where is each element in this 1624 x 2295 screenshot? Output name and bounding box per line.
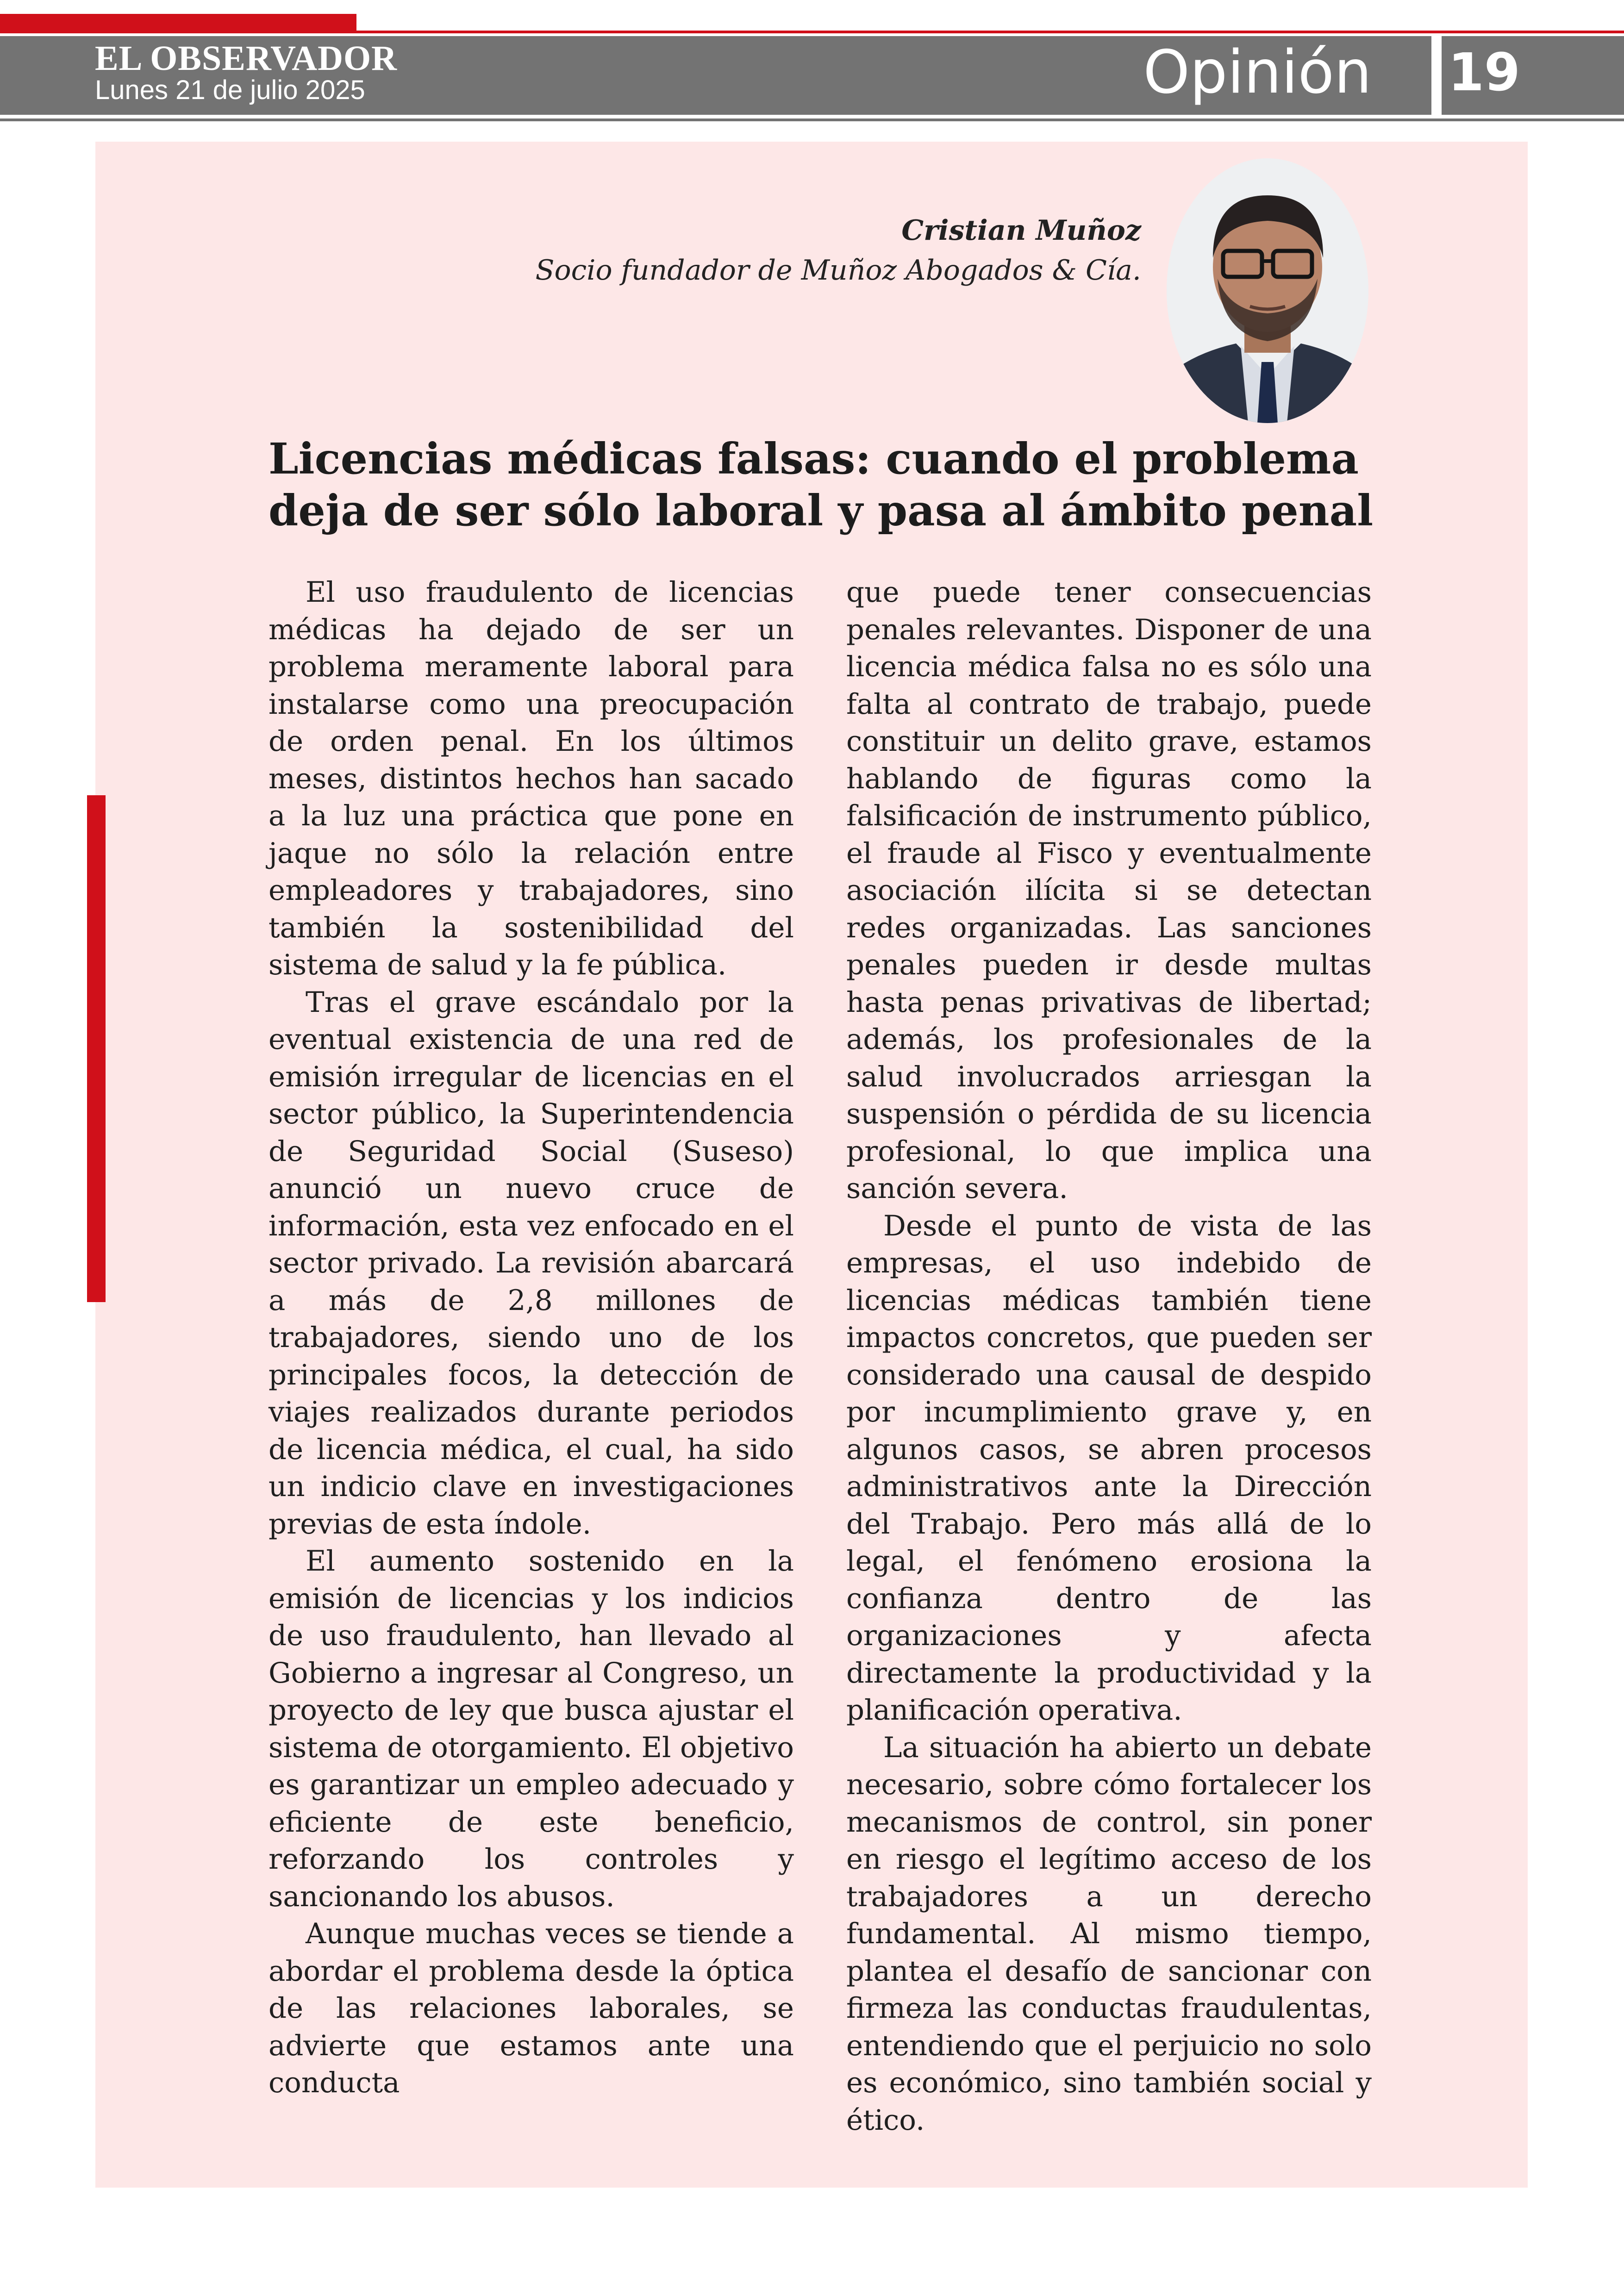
- page-number-divider: [1431, 36, 1442, 115]
- author-portrait: [1167, 158, 1368, 423]
- masthead-red-rule: [0, 31, 1624, 33]
- article-paragraph: La situación ha abierto un debate necesario, sobre cómo fortalecer los mecanismos de control, sin poner en riesgo el legítimo acceso de los trabajadores a un derecho fundamental. Al mismo tiempo, plantea el desafío de sancionar con firmeza las conductas fraudulentas, entendiendo que el perjuicio no solo es económico, sino también social y ético.: [846, 1731, 1372, 2137]
- author-byline: [535, 211, 1141, 290]
- article-column-right: [846, 574, 1372, 2139]
- article-paragraph: El uso fraudulento de licencias médicas ha dejado de ser un problema meramente laboral para instalarse como una preocupación de orden penal. En los últimos meses, distintos hechos han sacado a la luz una práctica que pone en jaque no sólo la relación entre empleadores y trabajadores, sino también la sostenibilidad del sistema de salud y la fe pública.: [269, 576, 794, 981]
- newspaper-masthead: EL OBSERVADOR: [95, 39, 398, 78]
- author-role: Socio fundador de Muñoz Abogados & Cía.: [535, 254, 1141, 287]
- issue-date: Lunes 21 de julio 2025: [95, 75, 365, 105]
- page-header-rule: [0, 118, 1624, 121]
- author-name: Cristian Muñoz: [901, 214, 1141, 247]
- article-paragraph: Tras el grave escándalo por la eventual existencia de una red de emisión irregular de licencias en el sector público, la Superintendencia de Seguridad Social (Suseso) anunció un nuevo cruce de información, esta vez enfocado en el sector privado. La revisión abarcará a más de 2,8 millones de trabajadores, siendo uno de los principales focos, la detección de viajes realizados durante periodos de licencia médica, el cual, ha sido un indicio clave en investigaciones previas de esta índole.: [269, 985, 794, 1540]
- accent-bar: [87, 795, 106, 1302]
- masthead-red-tab: [0, 14, 356, 31]
- article-paragraph-continued: que puede tener consecuencias penales relevantes. Disponer de una licencia médica falsa no es sólo una falta al contrato de trabajo, puede constituir un delito grave, estamos hablando de figuras como la falsificación de instrumento público, el fraude al Fisco y eventualmente asociación ilícita si se detectan redes organizadas. Las sanciones penales pueden ir desde multas hasta penas privativas de libertad; además, los profesionales de la salud involucrados arriesgan la suspensión o pérdida de su licencia profesional, lo que implica una sanción severa.: [846, 576, 1372, 1205]
- article-paragraph: Desde el punto de vista de las empresas, el uso indebido de licencias médicas también tiene impactos concretos, que pueden ser considerado una causal de despido por incumplimiento grave y, en algunos casos, se abren procesos administrativos ante la Dirección del Trabajo. Pero más allá de lo legal, el fenómeno erosiona la confianza dentro de las organizaciones y afecta directamente la productividad y la planificación operativa.: [846, 1209, 1372, 1727]
- page-number: 19: [1448, 43, 1520, 103]
- article-column-left: [269, 574, 794, 2102]
- article-headline: Licencias médicas falsas: cuando el problema deja de ser sólo laboral y pasa al ámbito penal: [269, 434, 1374, 536]
- article-paragraph: Aunque muchas veces se tiende a abordar el problema desde la óptica de las relaciones laborales, se advierte que estamos ante una conducta: [269, 1917, 794, 2099]
- section-title: Opinión: [1143, 38, 1372, 107]
- article-paragraph: El aumento sostenido en la emisión de licencias y los indicios de uso fraudulento, han llevado al Gobierno a ingresar al Congreso, un proyecto de ley que busca ajustar el sistema de otorgamiento. El objetivo es garantizar un empleo adecuado y eficiente de este beneficio, reforzando los controles y sancionando los abusos.: [269, 1545, 794, 1913]
